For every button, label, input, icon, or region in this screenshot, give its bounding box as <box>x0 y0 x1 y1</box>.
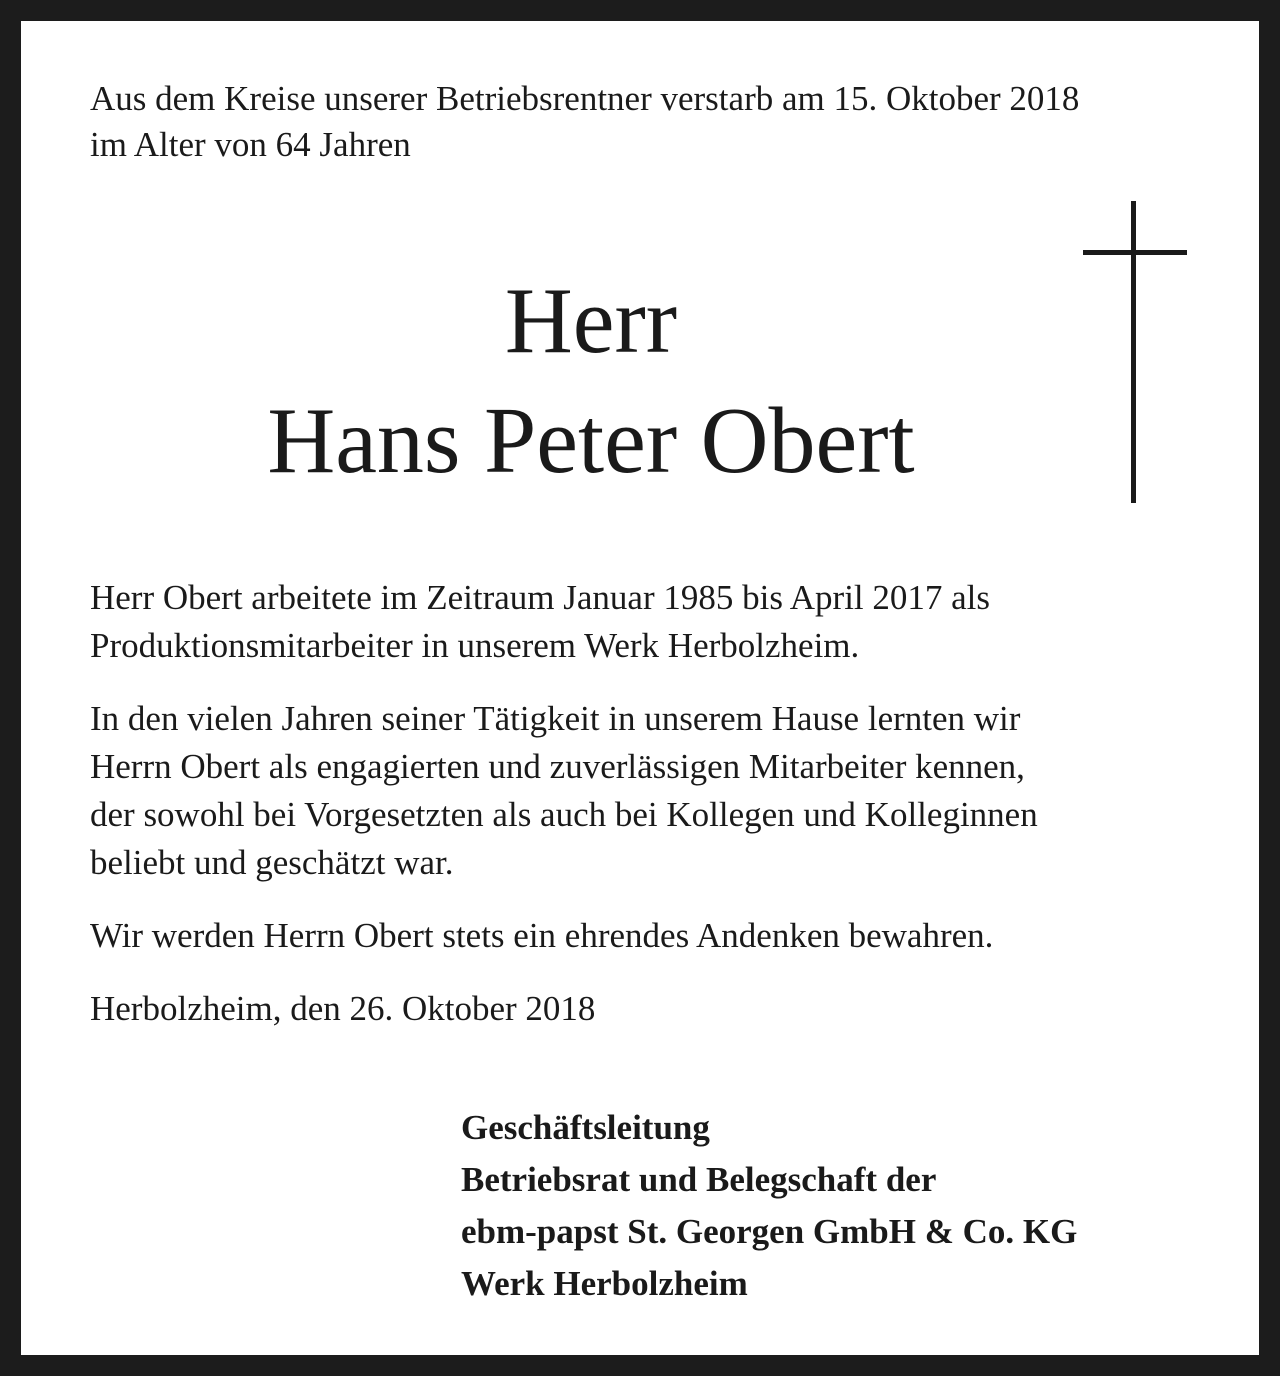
intro-line: Aus dem Kreise unserer Betriebsrentner verstarb am 15. Oktober 2018 <box>90 79 1080 118</box>
body-line: Wir werden Herrn Obert stets ein ehrendes Andenken bewahren. <box>90 916 994 955</box>
paragraph-tribute <box>90 695 1210 887</box>
full-name: Hans Peter Obert <box>267 389 915 493</box>
body-line: Herbolzheim, den 26. Oktober 2018 <box>90 989 596 1028</box>
body-line: beliebt und geschätzt war. <box>90 843 454 882</box>
signature-line: Betriebsrat und Belegschaft der <box>461 1160 937 1199</box>
notice-body <box>90 574 1210 1058</box>
intro-line: im Alter von 64 Jahren <box>90 125 411 164</box>
body-line: Produktionsmitarbeiter in unserem Werk Herbolzheim. <box>90 626 860 665</box>
body-line: Herr Obert arbeitete im Zeitraum Januar 1985 bis April 2017 als <box>90 578 991 617</box>
signature-line: ebm-papst St. Georgen GmbH & Co. KG <box>461 1212 1078 1251</box>
cross-vertical-bar <box>1131 201 1136 503</box>
body-line: Herrn Obert als engagierten und zuverlässigen Mitarbeiter kennen, <box>90 747 1025 786</box>
signature-line: Geschäftsleitung <box>461 1108 710 1147</box>
salutation: Herr <box>504 269 678 373</box>
intro-text <box>90 76 1210 168</box>
paragraph-employment <box>90 574 1210 670</box>
body-line: In den vielen Jahren seiner Tätigkeit in unserem Hause lernten wir <box>90 699 1021 738</box>
place-date <box>90 985 1210 1033</box>
deceased-name <box>121 261 1061 501</box>
paragraph-remembrance <box>90 912 1210 960</box>
body-line: der sowohl bei Vorgesetzten als auch bei Kollegen und Kolleginnen <box>90 795 1038 834</box>
signature-block <box>461 1102 1231 1310</box>
signature-line: Werk Herbolzheim <box>461 1264 748 1303</box>
cross-horizontal-bar <box>1083 250 1187 255</box>
